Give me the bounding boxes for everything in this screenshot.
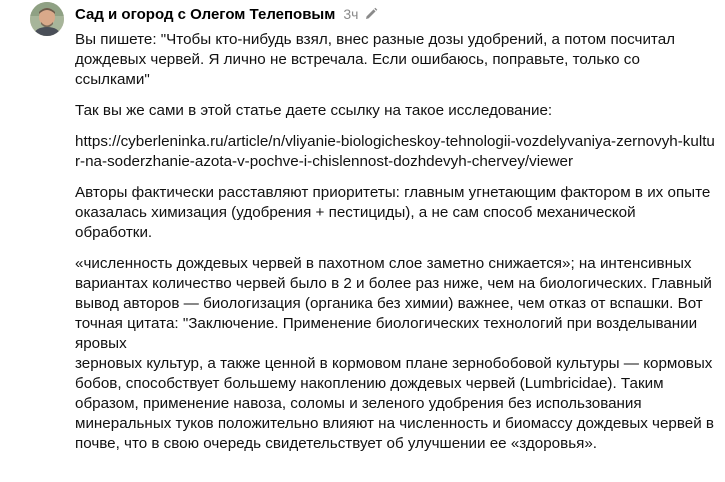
pencil-icon[interactable] [364, 6, 380, 22]
author-name[interactable]: Сад и огород с Олегом Телеповым [75, 5, 336, 23]
comment-header [75, 4, 380, 24]
avatar-image [30, 2, 64, 36]
article-link[interactable]: https://cyberleninka.ru/article/n/vliyanie-biologicheskoy-tehnologii-vozdelyvaniya-zernovyh-kultur-na-soderzhanie-azota-v-pochve-i-chislennost-dozhdevyh-chervey/viewer [75, 133, 715, 170]
comment-body [75, 30, 715, 465]
avatar[interactable] [30, 2, 64, 36]
quote-paragraph [75, 254, 715, 454]
comment-paragraph: Авторы фактически расставляют приоритеты: главным угнетающим фактором в их опыте оказалась химизация (удобрения + пестициды), а не сам способ механической обработки. [75, 184, 711, 241]
comment-paragraph: Так вы же сами в этой статье даете ссылку на такое исследование: [75, 102, 553, 119]
quote-text: почве, что в свою очередь свидетельствует об улучшении ее «здоровья». [75, 435, 597, 452]
article-link-paragraph [75, 132, 715, 172]
quote-text: зерновых культур, а также ценной в кормовом плане зернобобовой культуры — кормовых бобов, способствует большему накоплению дождевых червей (Lumbricidae). Таким образом, применение навоза, соломы и зеленого удобрения без использования минеральных туков положительно влияют на численность и биомассу дождевых червей в [75, 355, 714, 432]
comment-time: 3ч [343, 6, 359, 22]
comment-paragraph: Вы пишете: "Чтобы кто-нибудь взял, внес разные дозы удобрений, а потом посчитал дождевых червей. Я лично не встречала. Если ошибаюсь, поправьте, только со ссылками" [75, 31, 676, 88]
quote-text: «численность дождевых червей в пахотном слое заметно снижается»; на интенсивных вариантах количество червей было в 2 и более раз ниже, чем на биологических. Главный вывод авторов — биологизация (органика без химии) важнее, чем отказ от вспашки. Вот точная цитата: "Заключение. Применение биологических технологий при возделывании яровых [75, 255, 712, 352]
